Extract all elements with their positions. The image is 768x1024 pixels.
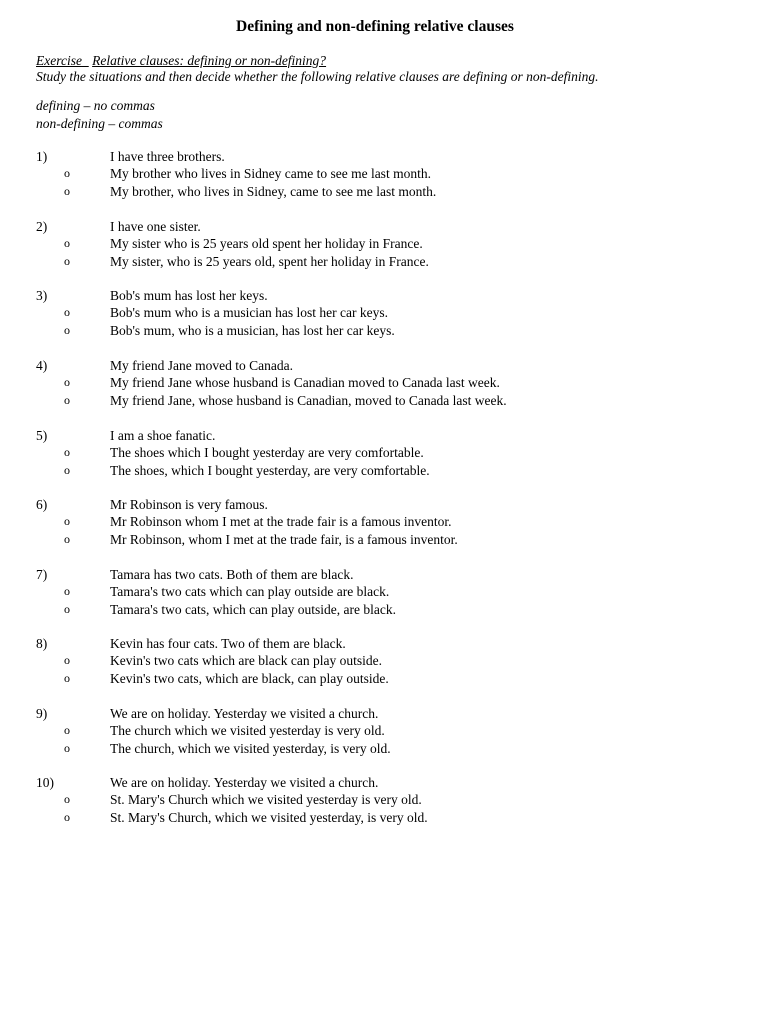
bullet-icon: o [64,305,70,320]
key-non-defining: non-defining – commas [36,116,163,131]
sentence-row [0,791,768,808]
situation-row [0,774,768,791]
bullet-icon: o [64,514,70,529]
bullet-icon: o [64,601,70,616]
bullet-icon: o [64,809,70,824]
sentence-text: The church, which we visited yesterday, is very old. [110,740,391,756]
sentence-row [0,583,768,600]
bullet-icon: o [64,166,70,181]
sentence-row [0,374,768,391]
sentence-row [0,531,768,548]
sentence-row [0,165,768,182]
sentence-text: Tamara's two cats, which can play outside, are black. [110,601,397,617]
exercise-item [0,148,768,200]
situation-text: I am a shoe fanatic. [110,428,216,443]
sentence-row [0,253,768,270]
item-number: 2) [36,219,48,234]
bullet-icon: o [64,792,70,807]
exercise-title: Relative clauses: defining or non-defining? [92,53,327,68]
sentence-text: St. Mary's Church, which we visited yesterday, is very old. [110,809,428,825]
sentence-text: Mr Robinson, whom I met at the trade fair, is a famous inventor. [110,531,458,547]
sentence-text: Kevin's two cats which are black can play outside. [110,653,382,669]
page-title: Defining and non-defining relative clauses [236,18,514,35]
key-defining: defining – no commas [36,98,155,113]
exercise-item [0,635,768,687]
sentence-text: Bob's mum, who is a musician, has lost her car keys. [110,322,395,338]
sentence-text: My friend Jane whose husband is Canadian moved to Canada last week. [110,375,500,391]
situation-text: I have one sister. [110,219,201,234]
situation-text: Mr Robinson is very famous. [110,497,268,512]
exercise-label: Exercise [36,53,82,68]
bullet-icon: o [64,584,70,599]
situation-row [0,705,768,722]
sentence-row [0,392,768,409]
exercise-item [0,357,768,409]
sentence-text: St. Mary's Church which we visited yesterday is very old. [110,792,422,808]
sentence-text: My brother who lives in Sidney came to see me last month. [110,166,431,182]
item-number: 5) [36,428,48,443]
sentence-row [0,513,768,530]
bullet-icon: o [64,462,70,477]
sentence-text: Bob's mum who is a musician has lost her car keys. [110,305,389,321]
item-number: 7) [36,567,48,582]
sentence-text: My sister, who is 25 years old, spent her holiday in France. [110,253,429,269]
bullet-icon: o [64,653,70,668]
sentence-row [0,183,768,200]
situation-text: My friend Jane moved to Canada. [110,358,293,373]
exercise-item [0,287,768,339]
situation-text: Tamara has two cats. Both of them are black. [110,567,354,582]
situation-text: Bob's mum has lost her keys. [110,288,268,303]
sentence-row [0,652,768,669]
sentence-row [0,722,768,739]
sentence-text: Tamara's two cats which can play outside are black. [110,584,390,600]
sentence-text: The shoes, which I bought yesterday, are very comfortable. [110,462,430,478]
bullet-icon: o [64,531,70,546]
situation-row [0,496,768,513]
situation-text: Kevin has four cats. Two of them are black. [110,636,346,651]
situation-row [0,635,768,652]
sentence-text: My friend Jane, whose husband is Canadian, moved to Canada last week. [110,392,507,408]
situation-row [0,218,768,235]
bullet-icon: o [64,445,70,460]
item-number: 1) [36,149,48,164]
sentence-text: Kevin's two cats, which are black, can play outside. [110,670,389,686]
sentence-text: The church which we visited yesterday is very old. [110,723,385,739]
situation-row [0,148,768,165]
exercise-item [0,218,768,270]
sentence-row [0,304,768,321]
exercise-instruction: Study the situations and then decide whether the following relative clauses are defining or non-defining. [36,69,599,84]
exercise-item [0,705,768,757]
situation-text: We are on holiday. Yesterday we visited a church. [110,775,379,790]
bullet-icon: o [64,375,70,390]
situation-text: We are on holiday. Yesterday we visited a church. [110,706,379,721]
bullet-icon: o [64,670,70,685]
sentence-row [0,235,768,252]
exercise-item [0,496,768,548]
bullet-icon: o [64,253,70,268]
sentence-row [0,809,768,826]
exercise-heading [36,53,326,69]
sentence-row [0,444,768,461]
situation-row [0,357,768,374]
exercise-item [0,774,768,826]
sentence-text: Mr Robinson whom I met at the trade fair is a famous inventor. [110,514,452,530]
exercise-item [0,427,768,479]
situation-row [0,566,768,583]
bullet-icon: o [64,322,70,337]
sentence-row [0,601,768,618]
situation-text: I have three brothers. [110,149,225,164]
item-number: 4) [36,358,48,373]
bullet-icon: o [64,236,70,251]
sentence-row [0,740,768,757]
bullet-icon: o [64,183,70,198]
sentence-row [0,322,768,339]
sentence-text: My sister who is 25 years old spent her holiday in France. [110,236,423,252]
item-number: 8) [36,636,48,651]
bullet-icon: o [64,723,70,738]
item-number: 3) [36,288,48,303]
situation-row [0,287,768,304]
sentence-row [0,670,768,687]
bullet-icon: o [64,740,70,755]
item-number: 9) [36,706,48,721]
item-number: 6) [36,497,48,512]
bullet-icon: o [64,392,70,407]
situation-row [0,427,768,444]
exercise-item [0,566,768,618]
sentence-row [0,462,768,479]
sentence-text: My brother, who lives in Sidney, came to see me last month. [110,183,437,199]
sentence-text: The shoes which I bought yesterday are very comfortable. [110,445,424,461]
item-number: 10) [36,775,54,790]
